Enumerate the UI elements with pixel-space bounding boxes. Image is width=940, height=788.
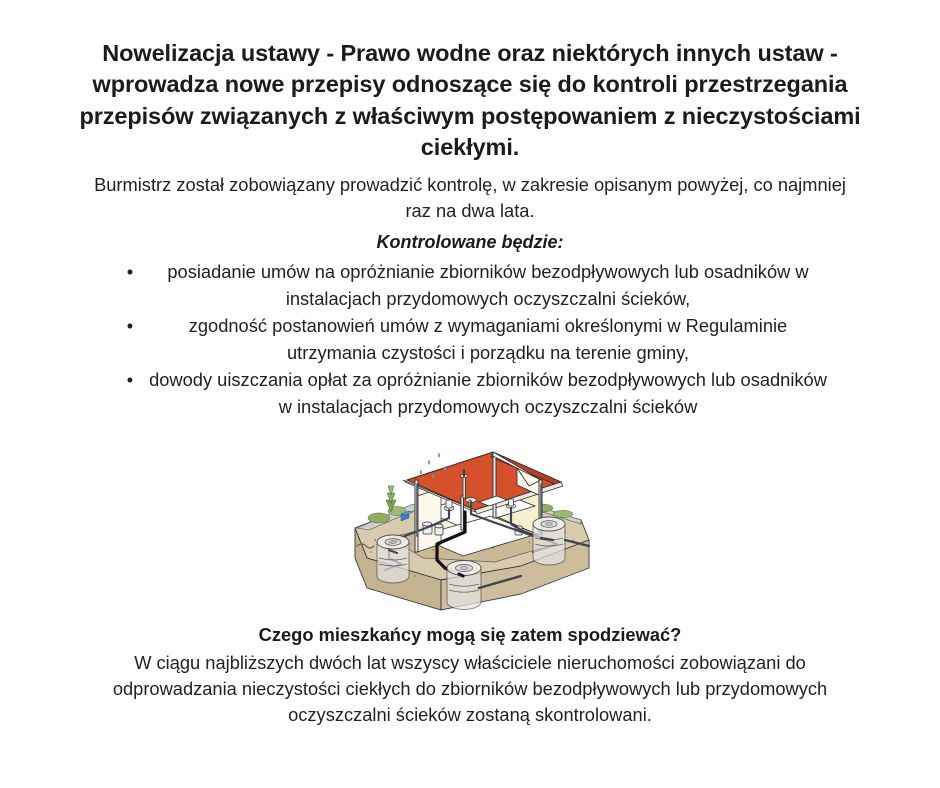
intro-paragraph: Burmistrz został zobowiązany prowadzić kontrolę, w zakresie opisanym powyżej, co najmniej raz na dwa lata. (94, 174, 846, 221)
section-subheading: Kontrolowane będzie: (376, 232, 564, 252)
septic-tank-right (533, 517, 565, 565)
footer-paragraph: W ciągu najbliższych dwóch lat wszyscy właściciele nieruchomości zobowiązani do odprowadzania nieczystości ciekłych do zbiorników bezodpływowych lub przydomowych oczyszczalni ścieków zostaną skontrolowani. (112, 652, 828, 725)
bullet-marker-icon: • (126, 369, 134, 391)
house-septic-system-illustration (345, 440, 600, 620)
bullet-marker-icon: • (126, 315, 134, 337)
control-scope-list (85, 259, 855, 421)
list-item (85, 259, 855, 312)
bullet-marker-icon: • (126, 261, 134, 282)
page-title: Nowelizacja ustawy - Prawo wodne oraz niektórych innych ustaw - wprowadza nowe przepisy odnoszące się do kontroli przestrzegania przepisów związanych z właściwym postępowaniem z nieczystościami ciekłymi. (79, 40, 861, 160)
house-septic-system-diagram-icon (345, 440, 600, 620)
list-item (85, 313, 855, 366)
list-item-label: zgodność postanowień umów z wymaganiami określonymi w Regulaminie utrzymania czystości i porządku na terenie gminy, (188, 315, 788, 363)
septic-tank-center (447, 561, 481, 610)
list-item-label: dowody uiszczania opłat za opróżnianie zbiorników bezodpływowych lub osadników w instalacjach przydomowych oczyszczalni ścieków (149, 369, 827, 417)
footer-question: Czego mieszkańcy mogą się zatem spodziewać? (258, 624, 682, 645)
list-item (85, 367, 855, 420)
septic-tank-left (377, 535, 409, 583)
list-item-label: posiadanie umów na opróżnianie zbiorników bezodpływowych lub osadników w instalacjach przydomowych oczyszczalni ścieków, (167, 261, 809, 309)
